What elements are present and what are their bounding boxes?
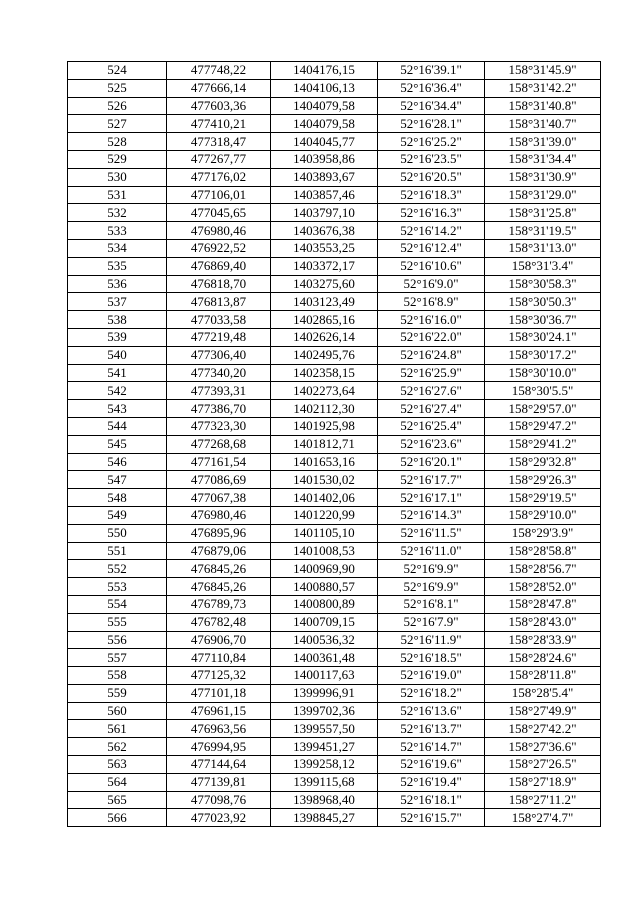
latitude-cell: 52°16'27.6" (378, 382, 485, 400)
point-number-cell: 543 (68, 400, 167, 418)
x-coordinate-cell: 477098,76 (167, 791, 271, 809)
table-row (68, 364, 601, 382)
point-number-cell: 552 (68, 560, 167, 578)
table-row (68, 542, 601, 560)
table-row (68, 471, 601, 489)
point-number-cell: 553 (68, 578, 167, 596)
table-row (68, 97, 601, 115)
longitude-cell: 158°27'11.2" (485, 791, 601, 809)
x-coordinate-cell: 476922,52 (167, 239, 271, 257)
y-coordinate-cell: 1404176,15 (271, 62, 378, 80)
table-row (68, 667, 601, 685)
table-row (68, 79, 601, 97)
y-coordinate-cell: 1399996,91 (271, 684, 378, 702)
point-number-cell: 531 (68, 186, 167, 204)
y-coordinate-cell: 1399451,27 (271, 738, 378, 756)
latitude-cell: 52°16'9.0" (378, 275, 485, 293)
point-number-cell: 537 (68, 293, 167, 311)
point-number-cell: 542 (68, 382, 167, 400)
x-coordinate-cell: 476980,46 (167, 222, 271, 240)
table-row (68, 702, 601, 720)
latitude-cell: 52°16'19.0" (378, 667, 485, 685)
x-coordinate-cell: 476869,40 (167, 257, 271, 275)
latitude-cell: 52°16'7.9" (378, 613, 485, 631)
y-coordinate-cell: 1403797,10 (271, 204, 378, 222)
x-coordinate-cell: 477268,68 (167, 435, 271, 453)
y-coordinate-cell: 1400800,89 (271, 595, 378, 613)
longitude-cell: 158°28'5.4" (485, 684, 601, 702)
table-row (68, 791, 601, 809)
x-coordinate-cell: 477033,58 (167, 311, 271, 329)
point-number-cell: 557 (68, 649, 167, 667)
point-number-cell: 524 (68, 62, 167, 80)
latitude-cell: 52°16'25.9" (378, 364, 485, 382)
x-coordinate-cell: 477106,01 (167, 186, 271, 204)
latitude-cell: 52°16'28.1" (378, 115, 485, 133)
longitude-cell: 158°31'40.7" (485, 115, 601, 133)
y-coordinate-cell: 1402626,14 (271, 328, 378, 346)
table-row (68, 400, 601, 418)
latitude-cell: 52°16'14.3" (378, 506, 485, 524)
longitude-cell: 158°28'56.7" (485, 560, 601, 578)
longitude-cell: 158°28'33.9" (485, 631, 601, 649)
y-coordinate-cell: 1400709,15 (271, 613, 378, 631)
y-coordinate-cell: 1403676,38 (271, 222, 378, 240)
x-coordinate-cell: 477386,70 (167, 400, 271, 418)
y-coordinate-cell: 1404106,13 (271, 79, 378, 97)
point-number-cell: 545 (68, 435, 167, 453)
longitude-cell: 158°29'19.5" (485, 489, 601, 507)
table-row (68, 62, 601, 80)
longitude-cell: 158°30'58.3" (485, 275, 601, 293)
table-row (68, 222, 601, 240)
coordinates-table (67, 61, 601, 827)
y-coordinate-cell: 1398845,27 (271, 809, 378, 827)
table-row (68, 115, 601, 133)
x-coordinate-cell: 477340,20 (167, 364, 271, 382)
x-coordinate-cell: 477176,02 (167, 168, 271, 186)
table-row (68, 168, 601, 186)
y-coordinate-cell: 1402495,76 (271, 346, 378, 364)
latitude-cell: 52°16'27.4" (378, 400, 485, 418)
table-row (68, 311, 601, 329)
latitude-cell: 52°16'10.6" (378, 257, 485, 275)
y-coordinate-cell: 1399702,36 (271, 702, 378, 720)
x-coordinate-cell: 477110,84 (167, 649, 271, 667)
longitude-cell: 158°29'3.9" (485, 524, 601, 542)
table-row (68, 595, 601, 613)
y-coordinate-cell: 1401812,71 (271, 435, 378, 453)
y-coordinate-cell: 1399557,50 (271, 720, 378, 738)
longitude-cell: 158°29'41.2" (485, 435, 601, 453)
point-number-cell: 527 (68, 115, 167, 133)
longitude-cell: 158°30'17.2" (485, 346, 601, 364)
latitude-cell: 52°16'11.0" (378, 542, 485, 560)
table-row (68, 382, 601, 400)
x-coordinate-cell: 476845,26 (167, 578, 271, 596)
longitude-cell: 158°31'34.4" (485, 150, 601, 168)
latitude-cell: 52°16'36.4" (378, 79, 485, 97)
longitude-cell: 158°31'40.8" (485, 97, 601, 115)
point-number-cell: 546 (68, 453, 167, 471)
longitude-cell: 158°31'3.4" (485, 257, 601, 275)
x-coordinate-cell: 477101,18 (167, 684, 271, 702)
table-row (68, 720, 601, 738)
y-coordinate-cell: 1404045,77 (271, 133, 378, 151)
latitude-cell: 52°16'8.9" (378, 293, 485, 311)
table-row (68, 453, 601, 471)
latitude-cell: 52°16'19.4" (378, 773, 485, 791)
longitude-cell: 158°30'36.7" (485, 311, 601, 329)
x-coordinate-cell: 477045,65 (167, 204, 271, 222)
point-number-cell: 526 (68, 97, 167, 115)
latitude-cell: 52°16'13.7" (378, 720, 485, 738)
point-number-cell: 536 (68, 275, 167, 293)
latitude-cell: 52°16'14.2" (378, 222, 485, 240)
longitude-cell: 158°31'42.2" (485, 79, 601, 97)
latitude-cell: 52°16'15.7" (378, 809, 485, 827)
x-coordinate-cell: 477267,77 (167, 150, 271, 168)
point-number-cell: 548 (68, 489, 167, 507)
point-number-cell: 530 (68, 168, 167, 186)
longitude-cell: 158°27'18.9" (485, 773, 601, 791)
longitude-cell: 158°30'24.1" (485, 328, 601, 346)
table-row (68, 328, 601, 346)
x-coordinate-cell: 477125,32 (167, 667, 271, 685)
x-coordinate-cell: 476845,26 (167, 560, 271, 578)
point-number-cell: 565 (68, 791, 167, 809)
longitude-cell: 158°28'52.0" (485, 578, 601, 596)
y-coordinate-cell: 1403275,60 (271, 275, 378, 293)
y-coordinate-cell: 1402865,16 (271, 311, 378, 329)
longitude-cell: 158°29'10.0" (485, 506, 601, 524)
x-coordinate-cell: 476879,06 (167, 542, 271, 560)
table-row (68, 578, 601, 596)
longitude-cell: 158°29'26.3" (485, 471, 601, 489)
x-coordinate-cell: 477393,31 (167, 382, 271, 400)
point-number-cell: 540 (68, 346, 167, 364)
longitude-cell: 158°30'5.5" (485, 382, 601, 400)
point-number-cell: 539 (68, 328, 167, 346)
longitude-cell: 158°31'19.5" (485, 222, 601, 240)
latitude-cell: 52°16'18.1" (378, 791, 485, 809)
x-coordinate-cell: 477161,54 (167, 453, 271, 471)
latitude-cell: 52°16'11.9" (378, 631, 485, 649)
latitude-cell: 52°16'18.2" (378, 684, 485, 702)
point-number-cell: 550 (68, 524, 167, 542)
point-number-cell: 533 (68, 222, 167, 240)
latitude-cell: 52°16'25.2" (378, 133, 485, 151)
point-number-cell: 529 (68, 150, 167, 168)
latitude-cell: 52°16'18.5" (378, 649, 485, 667)
x-coordinate-cell: 477086,69 (167, 471, 271, 489)
x-coordinate-cell: 477666,14 (167, 79, 271, 97)
table-row (68, 489, 601, 507)
point-number-cell: 555 (68, 613, 167, 631)
x-coordinate-cell: 477306,40 (167, 346, 271, 364)
y-coordinate-cell: 1403958,86 (271, 150, 378, 168)
point-number-cell: 554 (68, 595, 167, 613)
y-coordinate-cell: 1402358,15 (271, 364, 378, 382)
point-number-cell: 544 (68, 417, 167, 435)
y-coordinate-cell: 1403372,17 (271, 257, 378, 275)
point-number-cell: 538 (68, 311, 167, 329)
y-coordinate-cell: 1399258,12 (271, 756, 378, 774)
x-coordinate-cell: 476818,70 (167, 275, 271, 293)
point-number-cell: 535 (68, 257, 167, 275)
longitude-cell: 158°28'47.8" (485, 595, 601, 613)
latitude-cell: 52°16'20.1" (378, 453, 485, 471)
latitude-cell: 52°16'25.4" (378, 417, 485, 435)
latitude-cell: 52°16'9.9" (378, 560, 485, 578)
table-row (68, 133, 601, 151)
x-coordinate-cell: 477603,36 (167, 97, 271, 115)
latitude-cell: 52°16'13.6" (378, 702, 485, 720)
longitude-cell: 158°31'29.0" (485, 186, 601, 204)
y-coordinate-cell: 1402112,30 (271, 400, 378, 418)
x-coordinate-cell: 477219,48 (167, 328, 271, 346)
latitude-cell: 52°16'17.1" (378, 489, 485, 507)
longitude-cell: 158°31'45.9" (485, 62, 601, 80)
longitude-cell: 158°29'57.0" (485, 400, 601, 418)
y-coordinate-cell: 1401653,16 (271, 453, 378, 471)
longitude-cell: 158°28'43.0" (485, 613, 601, 631)
table-row (68, 417, 601, 435)
table-row (68, 756, 601, 774)
longitude-cell: 158°31'30.9" (485, 168, 601, 186)
x-coordinate-cell: 476782,48 (167, 613, 271, 631)
x-coordinate-cell: 476963,56 (167, 720, 271, 738)
table-row (68, 346, 601, 364)
point-number-cell: 532 (68, 204, 167, 222)
y-coordinate-cell: 1399115,68 (271, 773, 378, 791)
longitude-cell: 158°30'10.0" (485, 364, 601, 382)
point-number-cell: 525 (68, 79, 167, 97)
y-coordinate-cell: 1403553,25 (271, 239, 378, 257)
table-row (68, 684, 601, 702)
y-coordinate-cell: 1401008,53 (271, 542, 378, 560)
longitude-cell: 158°29'47.2" (485, 417, 601, 435)
latitude-cell: 52°16'8.1" (378, 595, 485, 613)
table-row (68, 435, 601, 453)
x-coordinate-cell: 477139,81 (167, 773, 271, 791)
table-row (68, 150, 601, 168)
latitude-cell: 52°16'39.1" (378, 62, 485, 80)
y-coordinate-cell: 1400969,90 (271, 560, 378, 578)
latitude-cell: 52°16'18.3" (378, 186, 485, 204)
latitude-cell: 52°16'23.6" (378, 435, 485, 453)
longitude-cell: 158°31'25.8" (485, 204, 601, 222)
latitude-cell: 52°16'16.3" (378, 204, 485, 222)
latitude-cell: 52°16'34.4" (378, 97, 485, 115)
x-coordinate-cell: 476789,73 (167, 595, 271, 613)
y-coordinate-cell: 1398968,40 (271, 791, 378, 809)
x-coordinate-cell: 476994,95 (167, 738, 271, 756)
latitude-cell: 52°16'16.0" (378, 311, 485, 329)
point-number-cell: 556 (68, 631, 167, 649)
table-row (68, 524, 601, 542)
y-coordinate-cell: 1400536,32 (271, 631, 378, 649)
latitude-cell: 52°16'17.7" (378, 471, 485, 489)
point-number-cell: 549 (68, 506, 167, 524)
x-coordinate-cell: 476906,70 (167, 631, 271, 649)
point-number-cell: 558 (68, 667, 167, 685)
table-row (68, 613, 601, 631)
y-coordinate-cell: 1404079,58 (271, 97, 378, 115)
longitude-cell: 158°31'13.0" (485, 239, 601, 257)
table-row (68, 631, 601, 649)
y-coordinate-cell: 1403123,49 (271, 293, 378, 311)
y-coordinate-cell: 1403893,67 (271, 168, 378, 186)
x-coordinate-cell: 477410,21 (167, 115, 271, 133)
point-number-cell: 551 (68, 542, 167, 560)
x-coordinate-cell: 477144,64 (167, 756, 271, 774)
table-row (68, 773, 601, 791)
point-number-cell: 564 (68, 773, 167, 791)
longitude-cell: 158°27'42.2" (485, 720, 601, 738)
y-coordinate-cell: 1400361,48 (271, 649, 378, 667)
x-coordinate-cell: 476980,46 (167, 506, 271, 524)
point-number-cell: 528 (68, 133, 167, 151)
longitude-cell: 158°27'4.7" (485, 809, 601, 827)
latitude-cell: 52°16'20.5" (378, 168, 485, 186)
point-number-cell: 559 (68, 684, 167, 702)
y-coordinate-cell: 1401105,10 (271, 524, 378, 542)
table-row (68, 239, 601, 257)
coordinates-table-body (68, 62, 601, 827)
table-row (68, 560, 601, 578)
table-row (68, 186, 601, 204)
table-row (68, 506, 601, 524)
longitude-cell: 158°27'26.5" (485, 756, 601, 774)
x-coordinate-cell: 477023,92 (167, 809, 271, 827)
y-coordinate-cell: 1401530,02 (271, 471, 378, 489)
x-coordinate-cell: 477323,30 (167, 417, 271, 435)
y-coordinate-cell: 1404079,58 (271, 115, 378, 133)
table-row (68, 275, 601, 293)
table-row (68, 649, 601, 667)
x-coordinate-cell: 476813,87 (167, 293, 271, 311)
y-coordinate-cell: 1403857,46 (271, 186, 378, 204)
y-coordinate-cell: 1401925,98 (271, 417, 378, 435)
point-number-cell: 561 (68, 720, 167, 738)
point-number-cell: 560 (68, 702, 167, 720)
x-coordinate-cell: 477748,22 (167, 62, 271, 80)
longitude-cell: 158°27'49.9" (485, 702, 601, 720)
latitude-cell: 52°16'22.0" (378, 328, 485, 346)
longitude-cell: 158°29'32.8" (485, 453, 601, 471)
latitude-cell: 52°16'23.5" (378, 150, 485, 168)
latitude-cell: 52°16'9.9" (378, 578, 485, 596)
longitude-cell: 158°31'39.0" (485, 133, 601, 151)
latitude-cell: 52°16'11.5" (378, 524, 485, 542)
latitude-cell: 52°16'24.8" (378, 346, 485, 364)
point-number-cell: 541 (68, 364, 167, 382)
table-row (68, 738, 601, 756)
point-number-cell: 566 (68, 809, 167, 827)
x-coordinate-cell: 477318,47 (167, 133, 271, 151)
point-number-cell: 563 (68, 756, 167, 774)
y-coordinate-cell: 1401402,06 (271, 489, 378, 507)
x-coordinate-cell: 476961,15 (167, 702, 271, 720)
longitude-cell: 158°28'58.8" (485, 542, 601, 560)
longitude-cell: 158°27'36.6" (485, 738, 601, 756)
point-number-cell: 547 (68, 471, 167, 489)
x-coordinate-cell: 476895,96 (167, 524, 271, 542)
longitude-cell: 158°28'24.6" (485, 649, 601, 667)
longitude-cell: 158°30'50.3" (485, 293, 601, 311)
latitude-cell: 52°16'14.7" (378, 738, 485, 756)
point-number-cell: 562 (68, 738, 167, 756)
table-row (68, 257, 601, 275)
table-row (68, 809, 601, 827)
longitude-cell: 158°28'11.8" (485, 667, 601, 685)
table-row (68, 293, 601, 311)
point-number-cell: 534 (68, 239, 167, 257)
x-coordinate-cell: 477067,38 (167, 489, 271, 507)
y-coordinate-cell: 1402273,64 (271, 382, 378, 400)
latitude-cell: 52°16'19.6" (378, 756, 485, 774)
y-coordinate-cell: 1400117,63 (271, 667, 378, 685)
y-coordinate-cell: 1400880,57 (271, 578, 378, 596)
y-coordinate-cell: 1401220,99 (271, 506, 378, 524)
table-row (68, 204, 601, 222)
latitude-cell: 52°16'12.4" (378, 239, 485, 257)
